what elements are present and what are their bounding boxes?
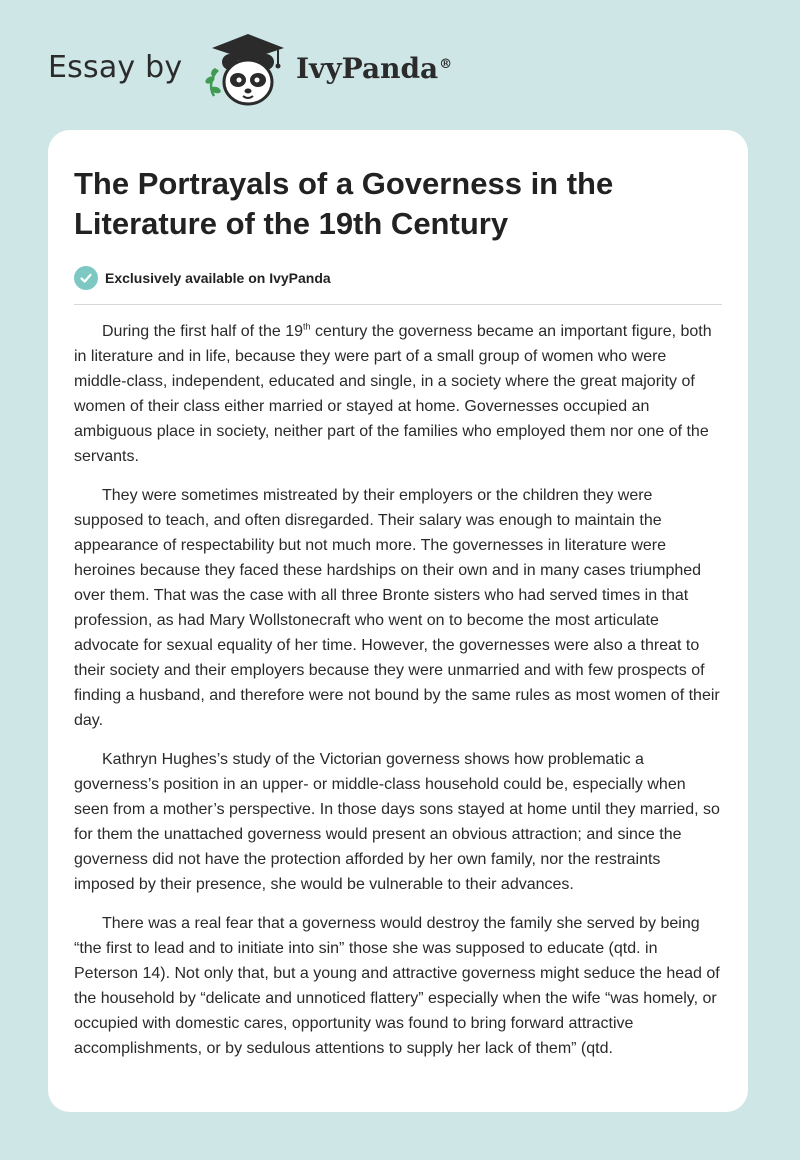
- paragraph-1-rest: century the governess became an important figure, both in literature and in life, because they were part of a small group of women who were middle-class, independent, educated and single, in a society where the great majority of women of their class either married or stayed at home. Governesses occupied an ambiguous place in society, neither part of the families who employed them nor one of the servants.: [74, 323, 712, 465]
- ordinal-suffix: th: [303, 321, 311, 332]
- paragraph-1: [74, 319, 722, 469]
- paragraph-4: There was a real fear that a governess would destroy the family she served by being “the first to lead and to initiate into sin” those she was supposed to educate (qtd. in Peterson 14). Not only that, but a young and attractive governess might seduce the head of the household by “delicate and unnoticed flattery” especially when the wife “was homely, or occupied with domestic cares, opportunity was found to bring forward attractive accomplishments, or by sedulous attentions to supply her lack of them” (qtd.: [74, 915, 720, 1057]
- badge-label: Exclusively available on IvyPanda: [105, 270, 331, 286]
- essay-card: [48, 130, 748, 1112]
- check-circle-icon: [74, 266, 98, 290]
- site-header: [0, 0, 800, 130]
- essay-by-label: Essay by: [48, 50, 183, 85]
- paragraph-2: They were sometimes mistreated by their employers or the children they were supposed to teach, and often disregarded. Their salary was enough to maintain the appearance of respectability but not much more. The governesses in literature were heroines because they faced these hardships on their own and in many cases triumphed over them. That was the case with all three Bronte sisters who had served times in that profession, as had Mary Wollstonecraft who went on to become the most articulate advocate for sexual equality of her time. However, the governesses were also a threat to their society and their employers because they were unmarried and with few prospects of finding a husband, and therefore were not bound by the same rules as most women of their day.: [74, 487, 720, 729]
- brand-label: IvyPanda: [296, 52, 439, 85]
- page-title: The Portrayals of a Governess in the Literature of the 19th Century: [74, 166, 614, 241]
- paragraph-3: Kathryn Hughes’s study of the Victorian governess shows how problematic a governess’s position in an upper- or middle-class household could be, especially when seen from a mother’s perspective. In those days sons stayed at home until they married, so for them the unattached governess would present an obvious attraction; and since the governess did not have the protection afforded by her own family, nor the restraints imposed by their presence, she would be vulnerable to their advances.: [74, 751, 720, 893]
- panda-graduate-icon[interactable]: [200, 30, 292, 112]
- brand-name[interactable]: [296, 52, 452, 85]
- essay-body: [74, 319, 722, 1061]
- exclusive-badge: [74, 266, 722, 305]
- registered-mark: ®: [439, 56, 453, 72]
- paragraph-1-start: During the first half of the 19: [102, 323, 303, 340]
